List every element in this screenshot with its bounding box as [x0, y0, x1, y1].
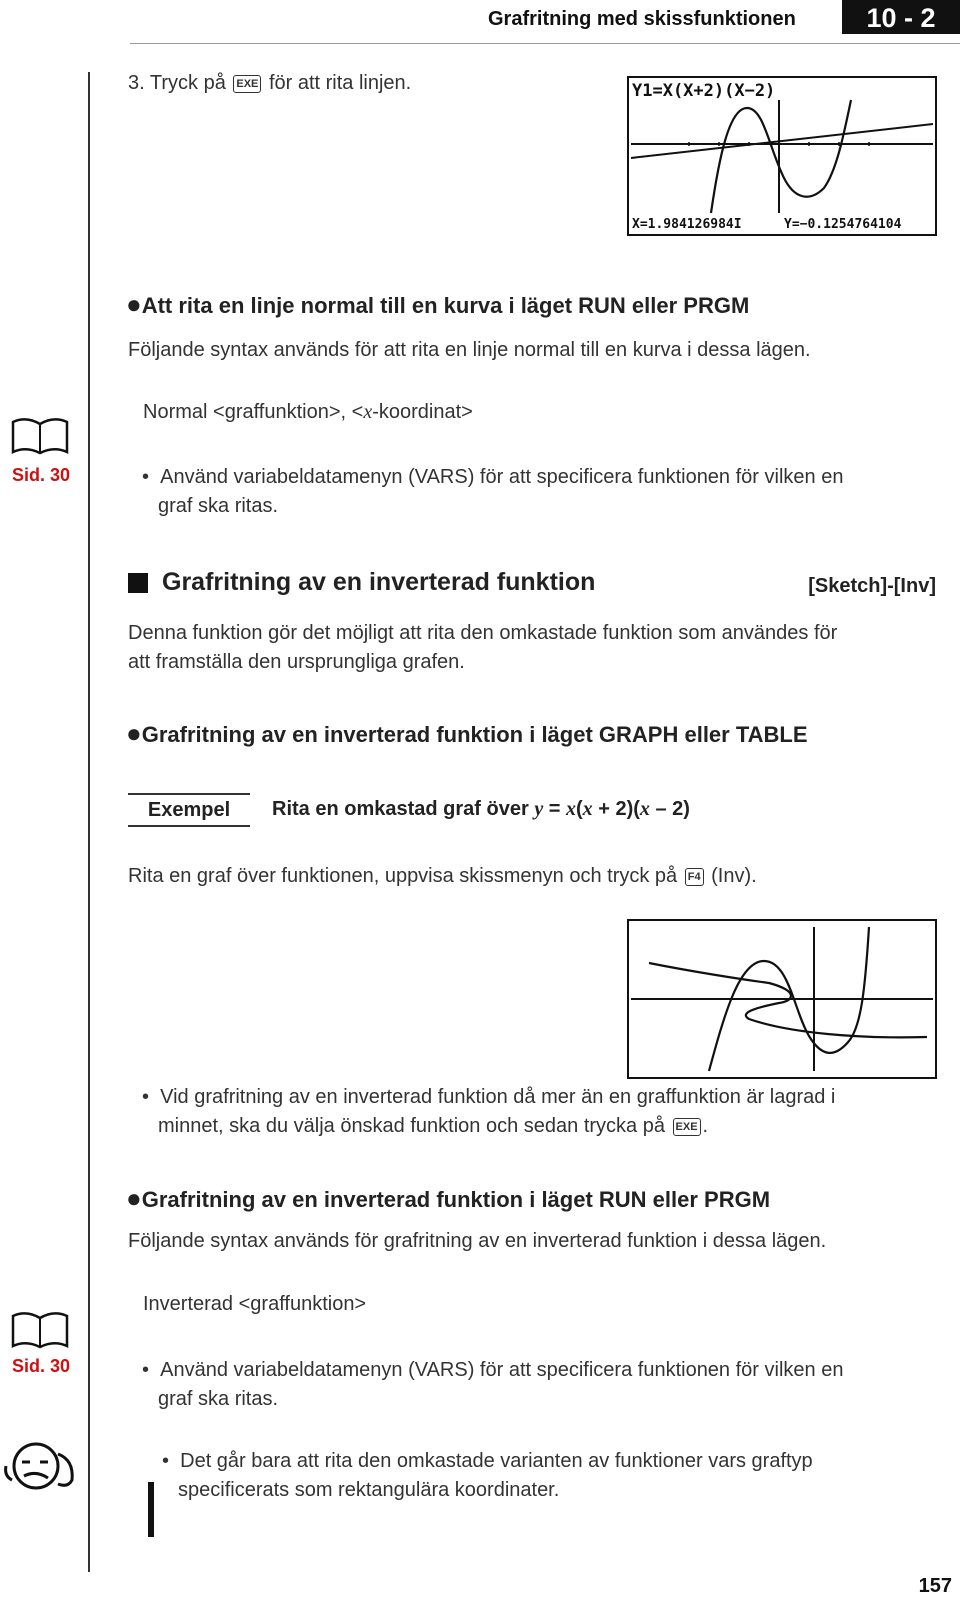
- step-3-prefix: 3. Tryck på: [128, 72, 226, 94]
- bullet-graph-line1: Vid grafritning av en inverterad funktion då mer än en graffunktion är lagrad i: [160, 1086, 836, 1108]
- exe-key-icon: EXE: [233, 75, 261, 93]
- screen1-x-readout: X=1.984126984I: [632, 217, 742, 232]
- example-text: [272, 798, 690, 821]
- example-text-a: Rita en omkastad graf över: [272, 798, 535, 820]
- note-run-line2: specificerats som rektangulära koordinater.: [178, 1479, 560, 1501]
- calculator-screen-2: [627, 919, 937, 1079]
- section-heading-run: [126, 1183, 770, 1214]
- menu-path: [Sketch]-[Inv]: [808, 575, 936, 597]
- bullet-run-line1: Använd variabeldatamenyn (VARS) för att specificera funktionen för vilken en: [160, 1359, 844, 1381]
- book-icon: [10, 416, 70, 456]
- heading-inverse-text: Grafritning av en inverterad funktion: [162, 568, 596, 596]
- note-bar: [148, 1482, 154, 1537]
- example-eq: =: [543, 798, 566, 820]
- calculator-screen-1: [627, 76, 937, 236]
- syntax-normal-b: -koordinat>: [372, 401, 473, 423]
- section-badge: 10 - 2: [842, 0, 960, 34]
- bullet-graph-line2b: .: [702, 1115, 709, 1137]
- book-icon-1: [10, 416, 70, 461]
- side-ref-2: Sid. 30: [12, 1356, 71, 1376]
- page-number: 157: [918, 1575, 952, 1597]
- example-x3: x: [639, 798, 650, 820]
- heading-bullet: ●: [126, 718, 142, 748]
- syntax-run: Inverterad <graffunktion>: [143, 1293, 367, 1315]
- syntax-normal-x: x: [363, 401, 373, 423]
- section-heading-normal: [126, 289, 749, 320]
- syntax-normal: [143, 401, 473, 424]
- square-bullet-icon: [128, 573, 148, 593]
- exe-key-icon: EXE: [673, 1118, 701, 1136]
- intro-normal: Följande syntax används för att rita en linje normal till en kurva i dessa lägen.: [128, 339, 811, 361]
- heading-run-text: Grafritning av en inverterad funktion i läget RUN eller PRGM: [141, 1187, 771, 1212]
- bullet-graph-line2a: minnet, ska du välja önskad funktion och sedan trycka på: [158, 1115, 665, 1137]
- cubic-curve: [711, 100, 851, 213]
- intro-run: Följande syntax används för grafritning av en inverterad funktion i dessa lägen.: [128, 1230, 827, 1252]
- example-x2: x: [582, 798, 593, 820]
- face-icon: [2, 1436, 82, 1496]
- side-ref-1: Sid. 30: [12, 465, 71, 485]
- book-icon-2: [10, 1310, 70, 1355]
- bullet-run: • Använd variabeldatamenyn (VARS) för att specificera funktionen för vilken en graf ska ritas.: [142, 1356, 843, 1414]
- header-divider: [130, 43, 960, 44]
- section-heading-inverse: [128, 568, 595, 597]
- instruction-graph-b: (Inv).: [711, 865, 757, 887]
- desc-inverse-line2: att framställa den ursprungliga grafen.: [128, 651, 465, 673]
- screen1-function-label: Y1=X(X+2)(X−2): [632, 81, 776, 101]
- bullet-normal-line1: Använd variabeldatamenyn (VARS) för att specificera funktionen för vilken en: [160, 466, 844, 488]
- note-run-line1: Det går bara att rita den omkastade varianten av funktioner vars graftyp: [180, 1450, 813, 1472]
- section-heading-graph: [126, 718, 808, 749]
- inverse-curve: [649, 963, 927, 1037]
- bullet-graph: • Vid grafritning av en inverterad funktion då mer än en graffunktion är lagrad i minnet, ska du välja önskad funktion och sedan trycka på EXE .: [142, 1086, 836, 1137]
- note-face-icon: [2, 1436, 82, 1501]
- desc-inverse-line1: Denna funktion gör det möjligt att rita den omkastade funktion som användes för: [128, 622, 838, 644]
- running-header-title: Grafritning med skissfunktionen: [488, 8, 796, 30]
- screen1-y-readout: Y=−0.1254764104: [784, 217, 902, 232]
- desc-inverse: [128, 619, 837, 677]
- syntax-normal-a: Normal <graffunktion>, <: [143, 401, 364, 423]
- example-label: Exempel: [128, 793, 250, 827]
- example-p2: + 2)(: [592, 798, 640, 820]
- graph-plot-2: [629, 921, 935, 1077]
- instruction-graph: [128, 865, 757, 888]
- heading-bullet: ●: [126, 289, 142, 319]
- example-y: y: [534, 798, 544, 820]
- example-x1: x: [566, 798, 576, 820]
- example-p1: (: [576, 798, 583, 820]
- instruction-graph-a: Rita en graf över funktionen, uppvisa skissmenyn och tryck på: [128, 865, 678, 887]
- bullet-normal: • Använd variabeldatamenyn (VARS) för att specificera funktionen för vilken en graf ska ritas.: [142, 463, 843, 521]
- step-3-suffix: för att rita linjen.: [268, 72, 412, 94]
- f4-key-icon: F4: [685, 868, 704, 886]
- normal-line: [631, 124, 933, 158]
- graph-plot-1: [629, 78, 935, 234]
- heading-graph-text: Grafritning av en inverterad funktion i läget GRAPH eller TABLE: [141, 722, 808, 747]
- book-icon: [10, 1310, 70, 1350]
- example-p3: – 2): [649, 798, 690, 820]
- step-3: [128, 72, 411, 95]
- note-run: • Det går bara att rita den omkastade varianten av funktioner vars graftyp specificerats som rektangulära koordinater.: [162, 1447, 813, 1505]
- heading-normal-text: Att rita en linje normal till en kurva i läget RUN eller PRGM: [141, 293, 750, 318]
- bullet-normal-line2: graf ska ritas.: [158, 495, 279, 517]
- heading-bullet: ●: [126, 1183, 142, 1213]
- margin-rule: [88, 72, 90, 1572]
- bullet-run-line2: graf ska ritas.: [158, 1388, 279, 1410]
